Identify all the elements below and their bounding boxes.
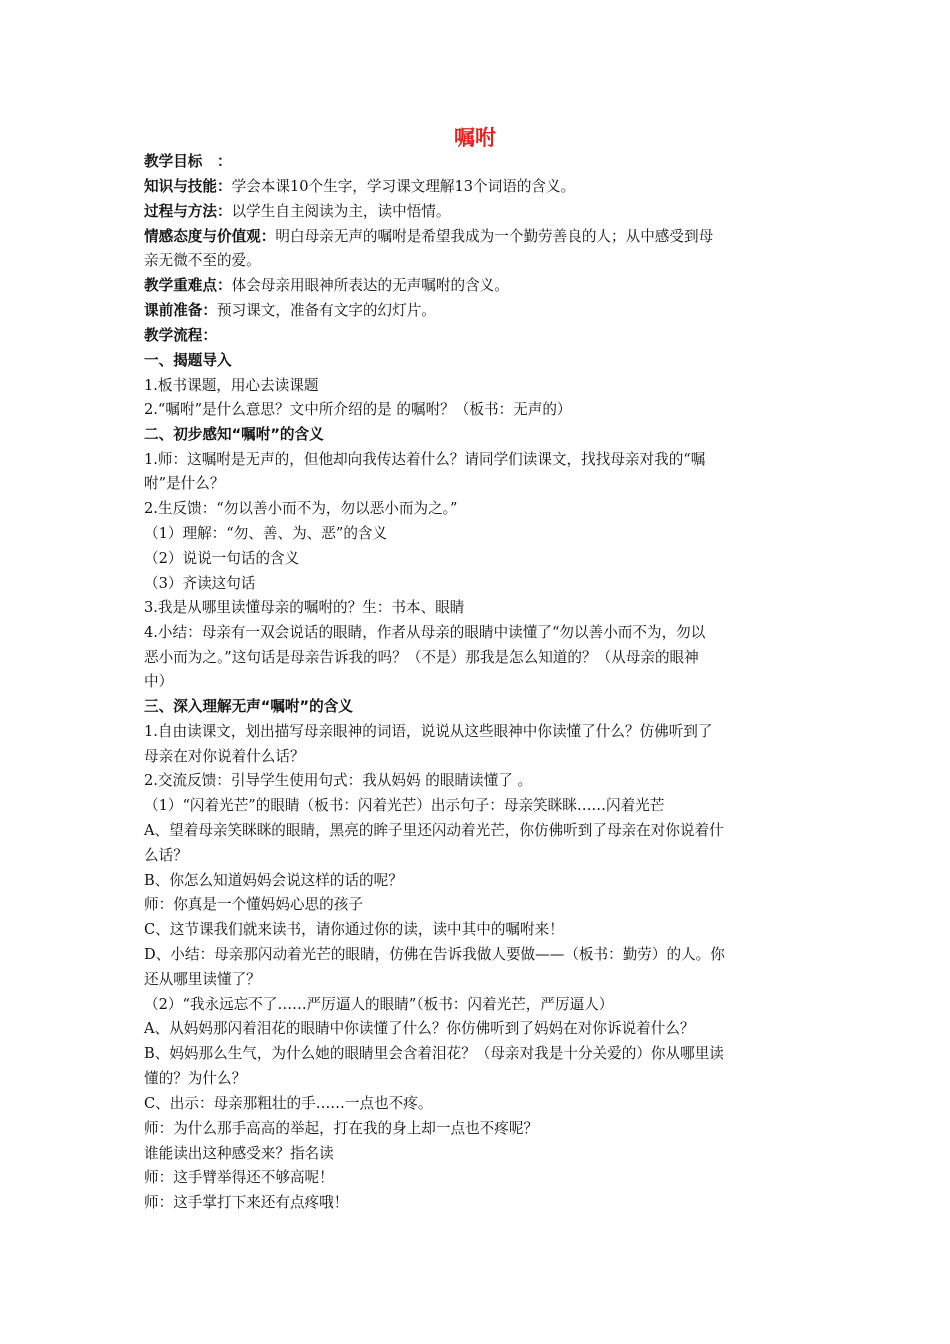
paragraph-line: 懂的？为什么？: [144, 1070, 247, 1087]
paragraph-line: 师：你真是一个懂妈妈心思的孩子: [144, 896, 363, 913]
paragraph-line: A、望着母亲笑眯眯的眼睛，黑亮的眸子里还闪动着光芒，你仿佛听到了母亲在对你说着什: [144, 822, 724, 839]
paragraph-line: 么话？: [144, 847, 188, 864]
key-text: 体会母亲用眼神所表达的无声嘱咐的含义。: [231, 277, 509, 294]
paragraph-line: B、你怎么知道妈妈会说这样的话的呢？: [144, 872, 403, 889]
key-label: 教学重难点：: [144, 277, 232, 294]
paragraph-line: C、出示：母亲那粗壮的手……一点也不疼。: [144, 1095, 433, 1112]
paragraph-line: 1.师：这嘱咐是无声的，但他却向我传达着什么？请同学们读课文，找找母亲对我的“嘱: [144, 451, 706, 468]
paragraph-line: 1.板书课题，用心去读课题: [144, 377, 319, 394]
paragraph-line: 中）: [144, 673, 174, 690]
paragraph-line: （2）说说一句话的含义: [144, 550, 300, 567]
paragraph-line: 谁能读出这种感受来？指名读: [144, 1145, 334, 1162]
paragraph-line: 3.我是从哪里读懂母亲的嘱咐的？生：书本、眼睛: [144, 599, 465, 616]
process-label: 过程与方法：: [144, 203, 232, 220]
prep-label: 课前准备：: [144, 302, 217, 319]
paragraph-line: 2.生反馈：“勿以善小而不为，勿以恶小而为之。”: [144, 500, 458, 517]
paragraph-line: 恶小而为之。”这句话是母亲告诉我的吗？（不是）那我是怎么知道的？（从母亲的眼神: [144, 649, 699, 666]
paragraph-line: 咐”是什么？: [144, 475, 225, 492]
paragraph-line: C、这节课我们就来读书，请你通过你的读，读中其中的嘱咐来！: [144, 921, 564, 938]
paragraph-line: 1.自由读课文，划出描写母亲眼神的词语，说说从这些眼神中你读懂了什么？仿佛听到了: [144, 723, 713, 740]
process-line: [144, 200, 812, 225]
process-text: 以学生自主阅读为主，读中悟情。: [231, 203, 451, 220]
attitude-line: [144, 225, 812, 250]
knowledge-line: [144, 175, 812, 200]
attitude-line-2: 亲无微不至的爱。: [144, 252, 261, 269]
paragraph-line: 师：这手臂举得还不够高呢！: [144, 1169, 334, 1186]
paragraph-line: 还从哪里读懂了？: [144, 971, 261, 988]
section-3-heading: 三、深入理解无声“嘱咐”的含义: [144, 698, 353, 715]
attitude-text: 明白母亲无声的嘱咐是希望我成为一个勤劳善良的人；从中感受到母: [275, 228, 714, 245]
paragraph-line: A、从妈妈那闪着泪花的眼睛中你读懂了什么？你仿佛听到了妈妈在对你诉说着什么？: [144, 1020, 695, 1037]
paragraph-line: 2.交流反馈：引导学生使用句式：我从妈妈 的眼睛读懂了 。: [144, 772, 533, 789]
prep-text: 预习课文，准备有文字的幻灯片。: [216, 302, 436, 319]
paragraph-line: （1）理解：“勿、善、为、恶”的含义: [144, 525, 388, 542]
paragraph-line: 2.“嘱咐”是什么意思？文中所介绍的是 的嘱咐？（板书：无声的）: [144, 401, 572, 418]
knowledge-text: 学会本课10个生字，学习课文理解13个词语的含义。: [231, 178, 576, 195]
paragraph-line: 母亲在对你说着什么话？: [144, 748, 305, 765]
document-title: 嘱咐: [454, 126, 496, 150]
paragraph-line: （3）齐读这句话: [144, 575, 256, 592]
paragraph-line: B、妈妈那么生气，为什么她的眼睛里会含着泪花？（母亲对我是十分关爱的）你从哪里读: [144, 1045, 724, 1062]
goal-label: 教学目标 ：: [144, 153, 232, 170]
attitude-label: 情感态度与价值观：: [144, 228, 276, 245]
key-line: [144, 274, 812, 299]
prep-line: [144, 299, 812, 324]
paragraph-line: 师：这手掌打下来还有点疼哦！: [144, 1194, 349, 1211]
flow-label: 教学流程：: [144, 327, 217, 344]
paragraph-line: 师：为什么那手高高的举起，打在我的身上却一点也不疼呢？: [144, 1120, 539, 1137]
section-1-heading: 一、揭题导入: [144, 352, 232, 369]
paragraph-line: （1）“闪着光芒”的眼睛（板书：闪着光芒）出示句子：母亲笑眯眯……闪着光芒: [144, 797, 665, 814]
paragraph-line: D、小结：母亲那闪动着光芒的眼睛，仿佛在告诉我做人要做——（板书：勤劳）的人。你: [144, 946, 725, 963]
section-2-heading: 二、初步感知“嘱咐”的含义: [144, 426, 324, 443]
paragraph-line: 4.小结：母亲有一双会说话的眼睛，作者从母亲的眼睛中读懂了“勿以善小而不为，勿以: [144, 624, 706, 641]
paragraph-line: （2）“我永远忘不了……严厉逼人的眼睛”（板书：闪着光芒，严厉逼人）: [144, 996, 614, 1013]
knowledge-label: 知识与技能：: [144, 178, 232, 195]
